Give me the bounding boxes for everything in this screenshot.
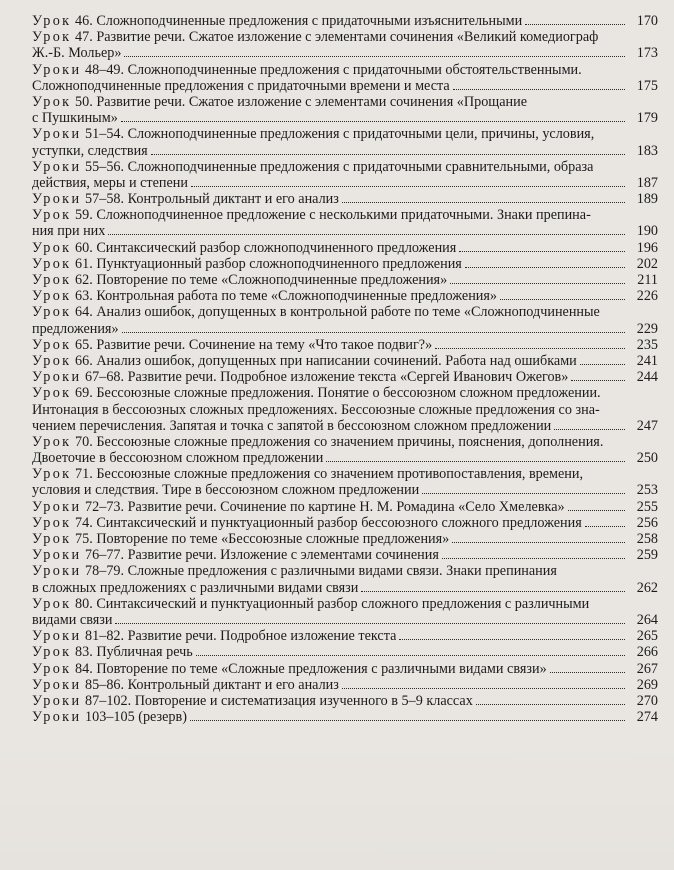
lesson-title: 85–86. Контрольный диктант и его анализ [81, 676, 339, 693]
toc-entry-text [32, 272, 447, 288]
dot-leader [450, 283, 625, 284]
toc-line [32, 563, 658, 579]
toc-line [32, 482, 658, 498]
lesson-title: 71. Бессоюзные сложные предложения со значением противопоставления, времени, [71, 466, 584, 483]
dot-leader [525, 24, 625, 25]
toc-line [32, 159, 658, 175]
toc-line [32, 677, 658, 693]
dot-leader [550, 672, 625, 673]
lesson-label: Уроки [32, 628, 82, 645]
toc-entry-text [32, 628, 396, 644]
toc-entry [32, 547, 658, 563]
lesson-title-continuation: Ж.-Б. Мольер» [32, 45, 122, 62]
lesson-title-continuation: действия, меры и степени [32, 174, 188, 191]
dot-leader [115, 623, 625, 624]
toc-entry-text [32, 126, 594, 142]
dot-leader [108, 234, 625, 235]
page-number: 189 [636, 191, 658, 208]
toc-entry [32, 240, 658, 256]
toc-entry-text [32, 661, 547, 677]
dot-leader [435, 348, 625, 349]
toc-entry-text [32, 369, 568, 385]
dot-leader [151, 154, 625, 155]
toc-entry-text [32, 644, 193, 660]
lesson-title: 74. Синтаксический и пунктуационный разбор бессоюзного сложного предложения [71, 514, 582, 531]
page-number: 253 [636, 482, 658, 499]
toc-line [32, 369, 658, 385]
dot-leader [399, 639, 625, 640]
lesson-title: 78–79. Сложные предложения с различными видами связи. Знаки препинания [81, 563, 557, 580]
toc-entry-text [32, 612, 112, 628]
lesson-label: Урок [32, 514, 72, 531]
toc-line [32, 143, 658, 159]
dot-leader [191, 186, 625, 187]
dot-leader [568, 510, 625, 511]
toc-entry [32, 13, 658, 29]
lesson-title: 83. Публичная речь [71, 644, 193, 661]
lesson-label: Урок [32, 336, 72, 353]
toc-entry [32, 628, 658, 644]
toc-line [32, 321, 658, 337]
toc-entry-text [32, 62, 582, 78]
lesson-title-continuation: уступки, следствия [32, 142, 148, 159]
toc-entry-text [32, 353, 577, 369]
toc-entry-text [32, 596, 589, 612]
dot-leader [342, 202, 625, 203]
lesson-title: 47. Развитие речи. Сжатое изложение с элементами сочинения «Великий комедиограф [71, 29, 599, 46]
page-number: 202 [636, 255, 658, 272]
toc-entry [32, 207, 658, 239]
toc-entry [32, 126, 658, 158]
page-number: 196 [636, 239, 658, 256]
toc-entry-text [32, 256, 462, 272]
page-number: 255 [636, 498, 658, 515]
lesson-label: Урок [32, 29, 72, 46]
page-number: 179 [636, 110, 658, 127]
toc-line [32, 612, 658, 628]
toc-line [32, 240, 658, 256]
lesson-title: 48–49. Сложноподчиненные предложения с придаточными обстоятельственными. [81, 61, 582, 78]
lesson-title: 59. Сложноподчиненное предложение с несколькими придаточными. Знаки препина- [71, 207, 591, 224]
toc-entry [32, 62, 658, 94]
toc-entry-text [32, 223, 105, 239]
dot-leader [452, 542, 625, 543]
toc-line [32, 94, 658, 110]
lesson-label: Уроки [32, 61, 82, 78]
toc-line [32, 596, 658, 612]
dot-leader [342, 688, 625, 689]
page-number: 250 [636, 450, 658, 467]
toc-entry [32, 29, 658, 61]
lesson-label: Урок [32, 255, 72, 272]
page-number: 269 [636, 676, 658, 693]
toc-line [32, 304, 658, 320]
toc-line [32, 272, 658, 288]
toc-entry [32, 159, 658, 191]
toc-entry-text [32, 321, 119, 337]
toc-line [32, 288, 658, 304]
toc-line [32, 531, 658, 547]
toc-entry-text [32, 677, 339, 693]
lesson-title: 84. Повторение по теме «Сложные предложения с различными видами связи» [71, 660, 547, 677]
page-number: 244 [636, 369, 658, 386]
toc-entry-text [32, 29, 598, 45]
toc-line [32, 450, 658, 466]
toc-line [32, 402, 658, 418]
lesson-title: 60. Синтаксический разбор сложноподчиненного предложения [71, 239, 457, 256]
toc-entry [32, 661, 658, 677]
lesson-title: 63. Контрольная работа по теме «Сложноподчиненные предложения» [71, 288, 498, 305]
dot-leader [580, 364, 625, 365]
lesson-title-continuation: ния при них [32, 223, 106, 240]
toc-entry-text [32, 385, 601, 401]
dot-leader [122, 332, 625, 333]
lesson-title: 103–105 (резерв) [81, 709, 187, 726]
lesson-title-continuation: Двоеточие в бессоюзном сложном предложении [32, 450, 324, 467]
toc-line [32, 353, 658, 369]
lesson-label: Уроки [32, 498, 82, 515]
lesson-title: 80. Синтаксический и пунктуационный разбор сложного предложения с различными [71, 595, 590, 612]
toc-entry [32, 272, 658, 288]
toc-entry [32, 191, 658, 207]
dot-leader [121, 121, 625, 122]
toc-entry-text [32, 207, 591, 223]
lesson-label: Урок [32, 433, 72, 450]
toc-line [32, 175, 658, 191]
lesson-title: 76–77. Развитие речи. Изложение с элементами сочинения [81, 547, 439, 564]
page-number: 170 [636, 13, 658, 29]
toc-entry [32, 499, 658, 515]
lesson-title: 87–102. Повторение и систематизация изученного в 5–9 классах [81, 692, 473, 709]
page-number: 247 [636, 417, 658, 434]
page-number: 274 [636, 709, 658, 726]
lesson-label: Урок [32, 239, 72, 256]
lesson-label: Урок [32, 352, 72, 369]
toc-entry-text [32, 13, 522, 29]
toc-entry [32, 385, 658, 434]
lesson-label: Уроки [32, 126, 82, 143]
lesson-title: 61. Пунктуационный разбор сложноподчиненного предложения [71, 255, 462, 272]
toc-entry-text [32, 709, 187, 725]
lesson-title-continuation: условия и следствия. Тире в бессоюзном сложном предложении [32, 482, 420, 499]
toc-line [32, 78, 658, 94]
toc-entry-text [32, 175, 188, 191]
page-number: 235 [636, 336, 658, 353]
page-number: 258 [636, 531, 658, 547]
toc-line [32, 207, 658, 223]
toc-entry-text [32, 191, 339, 207]
toc-line [32, 499, 658, 515]
toc-entry-text [32, 159, 593, 175]
toc-line [32, 418, 658, 434]
toc-entry-text [32, 402, 600, 418]
page-number: 183 [636, 142, 658, 159]
toc-line [32, 223, 658, 239]
toc-entry [32, 353, 658, 369]
lesson-title-continuation: видами связи [32, 611, 113, 628]
toc-entry [32, 709, 658, 725]
toc-entry-text [32, 45, 121, 61]
toc-entry [32, 644, 658, 660]
toc-line [32, 644, 658, 660]
toc-entry [32, 531, 658, 547]
toc-entry-text [32, 240, 456, 256]
toc-line [32, 434, 658, 450]
lesson-title: 64. Анализ ошибок, допущенных в контрольной работе по теме «Сложноподчиненные [71, 304, 600, 321]
toc-entry-text [32, 304, 600, 320]
dot-leader [554, 429, 625, 430]
toc-line [32, 693, 658, 709]
lesson-label: Уроки [32, 676, 82, 693]
dot-leader [196, 655, 625, 656]
page-number: 190 [636, 223, 658, 240]
lesson-label: Уроки [32, 191, 82, 208]
toc-line [32, 29, 658, 45]
lesson-label: Уроки [32, 692, 82, 709]
lesson-title: 65. Развитие речи. Сочинение на тему «Что такое подвиг?» [71, 336, 433, 353]
toc-line [32, 661, 658, 677]
toc-line [32, 580, 658, 596]
toc-entry-text [32, 531, 449, 547]
lesson-title: 55–56. Сложноподчиненные предложения с придаточными сравнительными, образа [81, 158, 594, 175]
toc-entry [32, 434, 658, 466]
toc-entry-text [32, 450, 323, 466]
page-number: 270 [636, 692, 658, 709]
dot-leader [453, 89, 625, 90]
toc-entry-text [32, 466, 583, 482]
toc-line [32, 466, 658, 482]
toc-entry-text [32, 94, 527, 110]
page-number: 173 [636, 45, 658, 62]
page-number: 265 [636, 628, 658, 645]
lesson-label: Урок [32, 13, 72, 29]
dot-leader [326, 461, 625, 462]
dot-leader [361, 591, 625, 592]
dot-leader [442, 558, 625, 559]
toc-entry-text [32, 110, 118, 126]
toc-entry-text [32, 434, 603, 450]
lesson-title-continuation: Интонация в бессоюзных сложных предложениях. Бессоюзные сложные предложения со зна- [32, 401, 600, 418]
toc-line [32, 191, 658, 207]
toc-line [32, 110, 658, 126]
toc-entry [32, 288, 658, 304]
lesson-label: Уроки [32, 369, 82, 386]
lesson-title: 51–54. Сложноподчиненные предложения с придаточными цели, причины, условия, [81, 126, 595, 143]
toc-entry [32, 563, 658, 595]
toc-line [32, 45, 658, 61]
toc-line [32, 126, 658, 142]
lesson-title: 67–68. Развитие речи. Подробное изложение текста «Сергей Иванович Ожегов» [81, 369, 569, 386]
lesson-title: 57–58. Контрольный диктант и его анализ [81, 191, 339, 208]
toc-line [32, 337, 658, 353]
lesson-label: Урок [32, 595, 72, 612]
toc-entry [32, 369, 658, 385]
lesson-title: 50. Развитие речи. Сжатое изложение с элементами сочинения «Прощание [71, 93, 528, 110]
lesson-label: Уроки [32, 709, 82, 726]
lesson-title-continuation: чением перечисления. Запятая и точка с запятой в бессоюзном сложном предложении [32, 417, 552, 434]
lesson-title: 70. Бессоюзные сложные предложения со значением причины, пояснения, дополнения. [71, 433, 604, 450]
lesson-title: 66. Анализ ошибок, допущенных при написании сочинений. Работа над ошибками [71, 352, 577, 369]
toc-entry [32, 337, 658, 353]
toc-line [32, 709, 658, 725]
toc-line [32, 547, 658, 563]
lesson-title: 46. Сложноподчиненные предложения с придаточными изъяснительными [71, 13, 523, 29]
toc-line [32, 256, 658, 272]
lesson-title: 81–82. Развитие речи. Подробное изложение текста [81, 628, 397, 645]
toc-entry [32, 677, 658, 693]
page-number: 226 [636, 288, 658, 305]
page-number: 175 [636, 77, 658, 94]
dot-leader [465, 267, 625, 268]
lesson-title: 75. Повторение по теме «Бессоюзные сложные предложения» [71, 531, 450, 547]
toc-entry [32, 94, 658, 126]
page-number: 264 [636, 611, 658, 628]
toc-line [32, 628, 658, 644]
page-number: 187 [636, 174, 658, 191]
lesson-title: 69. Бессоюзные сложные предложения. Понятие о бессоюзном сложном предложении. [71, 385, 601, 402]
lesson-label: Урок [32, 644, 72, 661]
toc-entry [32, 693, 658, 709]
lesson-label: Урок [32, 93, 72, 110]
toc-entry-text [32, 418, 551, 434]
toc-entry-text [32, 580, 358, 596]
lesson-label: Урок [32, 660, 72, 677]
lesson-label: Уроки [32, 158, 82, 175]
lesson-title-continuation: в сложных предложениях с различными видами связи [32, 579, 359, 596]
toc-entry [32, 515, 658, 531]
toc-entry [32, 466, 658, 498]
lesson-title: 62. Повторение по теме «Сложноподчиненные предложения» [71, 272, 448, 288]
toc-entry-text [32, 547, 439, 563]
toc-entry-text [32, 78, 450, 94]
table-of-contents [32, 13, 658, 725]
toc-line [32, 385, 658, 401]
dot-leader [190, 720, 625, 721]
toc-entry-text [32, 288, 497, 304]
toc-line [32, 13, 658, 29]
toc-entry-text [32, 482, 419, 498]
lesson-label: Урок [32, 385, 72, 402]
lesson-label: Урок [32, 272, 72, 288]
lesson-label: Уроки [32, 547, 82, 564]
dot-leader [124, 56, 625, 57]
page-number: 256 [636, 514, 658, 531]
toc-entry-text [32, 563, 557, 579]
dot-leader [476, 704, 625, 705]
lesson-label: Урок [32, 531, 72, 547]
page-number: 241 [636, 352, 658, 369]
toc-entry-text [32, 515, 582, 531]
page-number: 266 [636, 644, 658, 661]
lesson-title-continuation: Сложноподчиненные предложения с придаточными времени и места [32, 77, 450, 94]
dot-leader [459, 251, 625, 252]
lesson-label: Урок [32, 466, 72, 483]
toc-line [32, 515, 658, 531]
page-number: 267 [636, 660, 658, 677]
dot-leader [500, 299, 625, 300]
toc-line [32, 62, 658, 78]
toc-entry-text [32, 337, 432, 353]
toc-entry-text [32, 499, 565, 515]
dot-leader [585, 526, 625, 527]
page-number: 262 [636, 579, 658, 596]
dot-leader [422, 493, 625, 494]
lesson-title-continuation: с Пушкиным» [32, 110, 118, 127]
page-bottom-margin [0, 730, 674, 870]
dot-leader [571, 380, 625, 381]
lesson-label: Урок [32, 288, 72, 305]
page-number: 229 [636, 320, 658, 337]
toc-entry [32, 304, 658, 336]
toc-entry-text [32, 143, 148, 159]
lesson-title: 72–73. Развитие речи. Сочинение по картине Н. М. Ромадина «Село Хмелевка» [81, 498, 565, 515]
lesson-label: Урок [32, 304, 72, 321]
page-number: 259 [636, 547, 658, 564]
toc-entry [32, 256, 658, 272]
lesson-title-continuation: предложения» [32, 320, 119, 337]
lesson-label: Уроки [32, 563, 82, 580]
lesson-label: Урок [32, 207, 72, 224]
toc-entry-text [32, 693, 473, 709]
toc-entry [32, 596, 658, 628]
page-number: 211 [637, 272, 658, 288]
